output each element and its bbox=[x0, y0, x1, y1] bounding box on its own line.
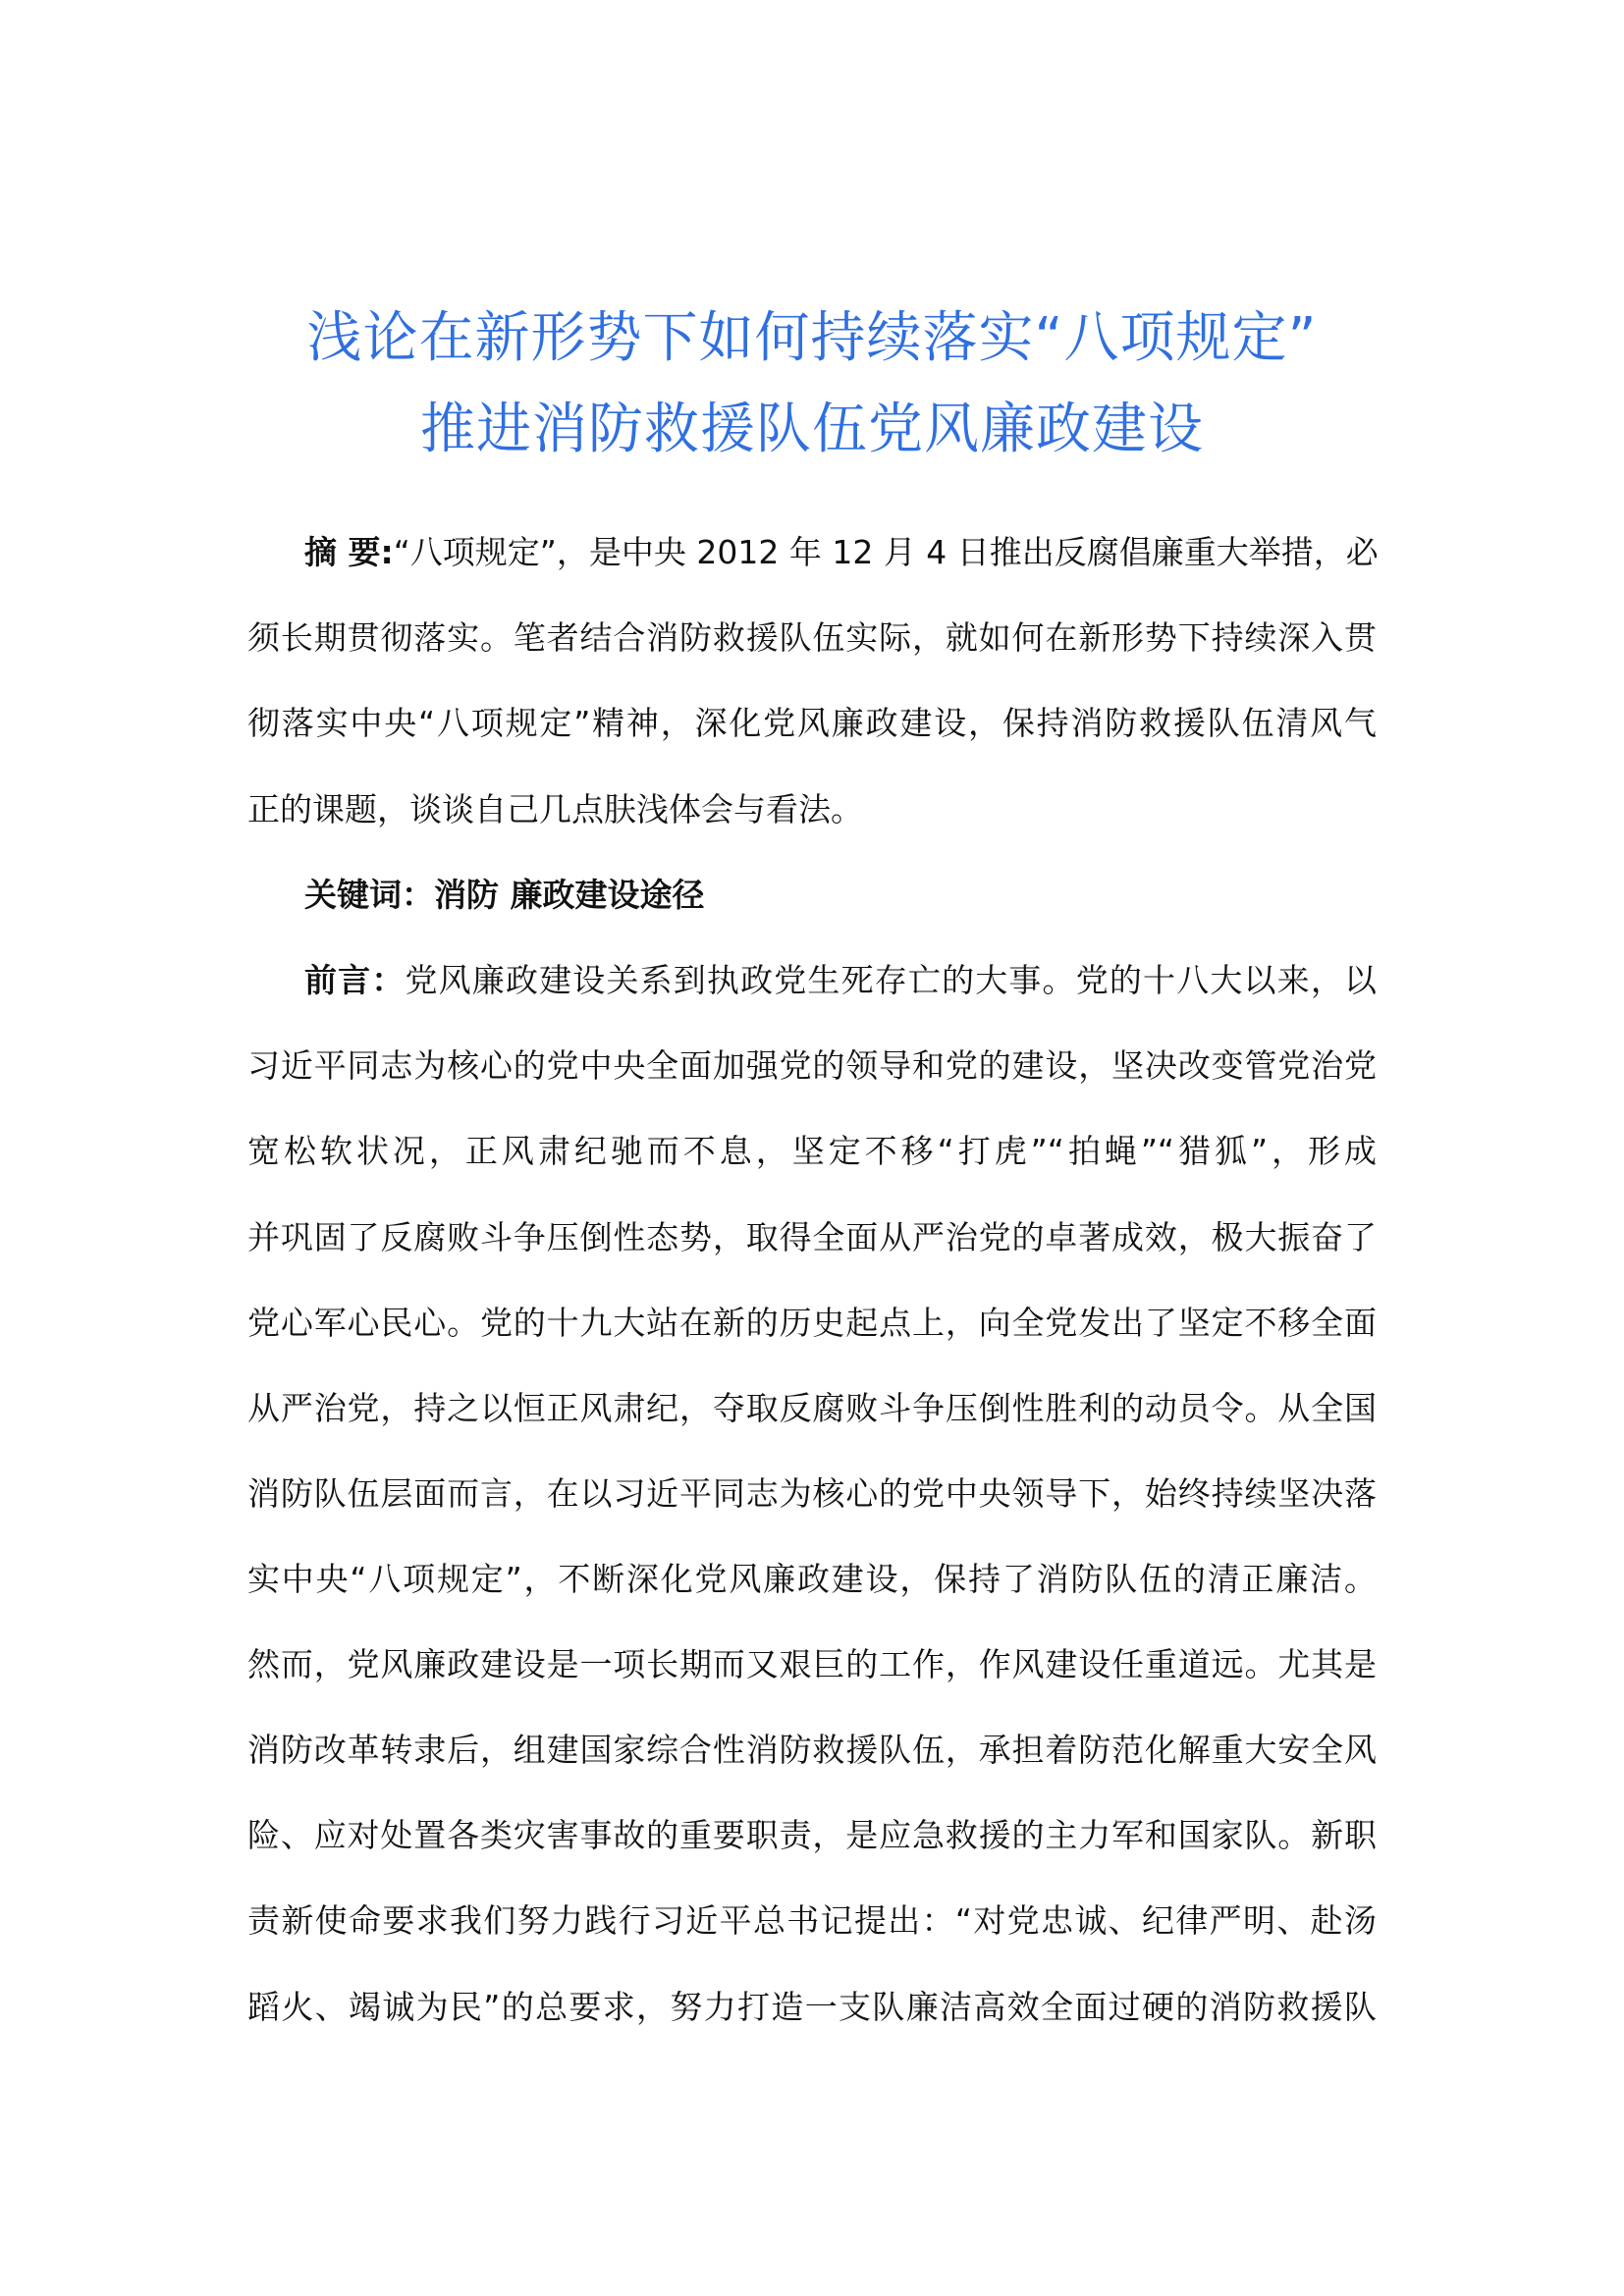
preface-text: 党风廉政建设关系到执政党生死存亡的大事。党的十八大以来，以 bbox=[405, 961, 1378, 999]
preface-line-10: 消防改革转隶后，组建国家综合性消防救援队伍，承担着防范化解重大安全风 bbox=[247, 1731, 1377, 1769]
preface-label: 前言： bbox=[304, 961, 406, 999]
keywords-label: 关键词： bbox=[304, 876, 434, 914]
preface-line-6: 从严治党，持之以恒正风肃纪，夺取反腐败斗争压倒性胜利的动员令。从全国 bbox=[247, 1389, 1377, 1427]
keywords-line bbox=[304, 874, 1377, 917]
title-line-2: 推进消防救援队伍党风廉政建设 bbox=[420, 398, 1204, 461]
preface-line-12: 责新使命要求我们努力践行习近平总书记提出：“对党忠诚、纪律严明、赴汤 bbox=[247, 1901, 1377, 1940]
preface-line-5: 党心军心民心。党的十九大站在新的历史起点上，向全党发出了坚定不移全面 bbox=[247, 1304, 1377, 1342]
preface-line-13: 蹈火、竭诚为民”的总要求，努力打造一支队廉洁高效全面过硬的消防救援队 bbox=[247, 1988, 1377, 2026]
preface-line-3: 宽松软状况，正风肃纪驰而不息，坚定不移“打虎”“拍蝇”“猎狐”，形成 bbox=[247, 1132, 1377, 1170]
abstract-text: “八项规定”，是中央 2012 年 12 月 4 日推出反腐倡廉重大举措，必 bbox=[393, 533, 1379, 571]
preface-line-8: 实中央“八项规定”，不断深化党风廉政建设，保持了消防队伍的清正廉洁。 bbox=[247, 1560, 1377, 1598]
preface-line-9: 然而，党风廉政建设是一项长期而又艰巨的工作，作风建设任重道远。尤其是 bbox=[247, 1645, 1377, 1683]
preface-line-2: 习近平同志为核心的党中央全面加强党的领导和党的建设，坚决改变管党治党 bbox=[247, 1046, 1377, 1085]
preface-line-7: 消防队伍层面而言，在以习近平同志为核心的党中央领导下，始终持续坚决落 bbox=[247, 1474, 1377, 1513]
preface-line-11: 险、应对处置各类灾害事故的重要职责，是应急救援的主力军和国家队。新职 bbox=[247, 1816, 1377, 1854]
preface-line-1 bbox=[304, 959, 1377, 1002]
abstract-line-3: 彻落实中央“八项规定”精神，深化党风廉政建设，保持消防救援队伍清风气 bbox=[247, 704, 1377, 742]
keywords-text: 消防 廉政建设途径 bbox=[434, 876, 705, 914]
abstract-line-4: 正的课题，谈谈自己几点肤浅体会与看法。 bbox=[247, 790, 863, 828]
abstract-line-1 bbox=[304, 531, 1377, 574]
abstract-label: 摘 要: bbox=[304, 533, 394, 571]
abstract-line-2: 须长期贯彻落实。笔者结合消防救援队伍实际，就如何在新形势下持续深入贯 bbox=[247, 618, 1377, 657]
title-line-1: 浅论在新形势下如何持续落实“八项规定” bbox=[306, 306, 1318, 370]
preface-line-4: 并巩固了反腐败斗争压倒性态势，取得全面从严治党的卓著成效，极大振奋了 bbox=[247, 1218, 1377, 1256]
